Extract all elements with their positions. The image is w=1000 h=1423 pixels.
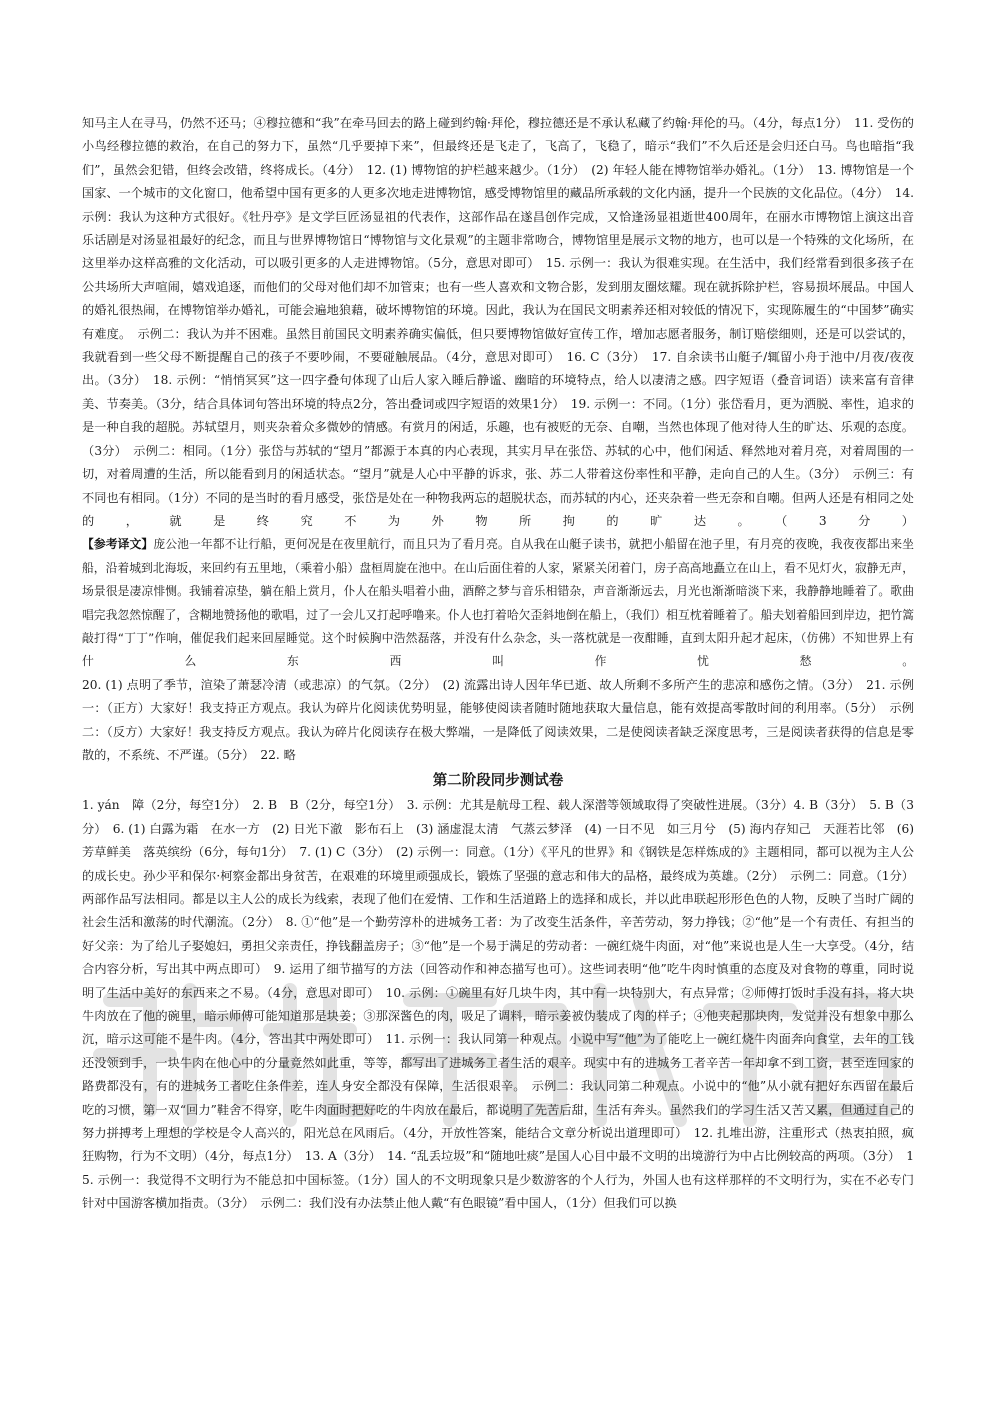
section-heading: 第二阶段同步测试卷 xyxy=(432,773,564,790)
translation-text: 庞公池一年都不让行船，更何况是在夜里航行，而且只为了看月亮。自从我在山艇子读书，就把小船留在池子里，有月亮的夜晚，我夜夜都出来坐船，沿着城到北海坂，来回约有五里地，（乘着小船）盘桓周旋在池中。在山后面住着的人家，紧紧关闭着门，房子高高地矗立在山上，看不见灯火，寂静无声，场景很是凄凉悱恻。我铺着凉垫，躺在船上赏月，仆人在船头唱着小曲，酒醉之梦与音乐相错杂，声音渐渐远去，月光也渐渐暗淡下来，我静静地睡着了。歌曲唱完我忽然惊醒了，含糊地赞扬他的歌唱，过了一会儿又打起呼噜来。仆人也打着哈欠歪斜地倒在船上，（我们）相互枕着睡着了。船夫划着船回到岸边，把竹篙敲打得“丁丁”作响，催促我们起来回屋睡觉。这个时候胸中浩然磊落，并没有什么杂念，头一落枕就是一夜酣睡，直到太阳升起才起床，（仿佛）不知世界上有什么东西叫作忧愁。 xyxy=(82,537,914,669)
answers-part-1: 知马主人在寻马，仍然不还马；④穆拉德和“我”在牵马回去的路上碰到约翰·拜伦，穆拉德还是不承认私藏了约翰·拜伦的马。（4分，每点1分） 11. 受伤的小鸟经穆拉德的救治，在自己的努力下，虽然“几乎要掉下来”，但最终还是飞走了，飞高了，飞稳了，暗示“我们”不久后还是会归还白马。鸟也暗指“我们”，虽然会犯错，但终会改错，终将成长。（4分） 12. (1) 博物馆的护栏越来越少。（1分） (2) 年轻人能在博物馆举办婚礼。（1分） 13. 博物馆是一个国家、一个城市的文化窗口，他希望中国有更多的人更多次地走进博物馆，感受博物馆里的藏品所承载的文化内涵，提升一个民族的文化品位。（4分） 14. 示例：我认为这种方式很好。《牡丹亭》是文学巨匠汤显祖的代表作，这部作品在遂昌创作完成，又恰逢汤显祖逝世400周年，在丽水市博物馆上演这出音乐话剧是对汤显祖最好的纪念，而且与世界博物馆日“博物馆与文化景观”的主题非常吻合，博物馆里是展示文物的地方，也可以是一个特殊的文化场所，在这里举办这样高雅的文化活动，可以吸引更多的人走进博物馆。（5分，意思对即可） 15. 示例一：我认为很难实现。在生活中，我们经常看到很多孩子在公共场所大声喧闹，嬉戏追逐，而他们的父母对他们却不加管束；也有一些人喜欢和文物合影，发到朋友圈炫耀。现在就拆除护栏，容易损坏展品。中国人的婚礼很热闹，在博物馆举办婚礼，可能会遍地狼藉，破坏博物馆的环境。因此，我认为在国民文明素养还相对较低的情况下，实现陈履生的“中国梦”确实有难度。 示例二：我认为并不困难。虽然目前国民文明素养确实偏低，但只要博物馆做好宣传工作，增加志愿者服务，制订赔偿细则，还是可以尝试的，我就看到一些父母不断提醒自己的孩子不要吵闹，不要碰触展品。（4分，意思对即可） 16. C（3分） 17. 自余读书山艇子/辄留小舟于池中/月夜/夜夜出。（3分） 18. 示例：“悄悄冥冥”这一四字叠句体现了山后人家入睡后静谧、幽暗的环境特点，给人以凄清之感。四字短语（叠音词语）读来富有音律美、节奏美。（3分，结合具体词句答出环境的特点2分，答出叠词或四字短语的效果1分） 19. 示例一：不同。（1分）张岱看月，更为洒脱、率性，追求的是一种自我的超脱。苏轼望月，则夹杂着众多微妙的情感。有赏月的闲适，乐趣，也有被贬的无奈、自嘲，当然也体现了他对待人生的旷达、乐观的态度。（3分） 示例二：相同。（1分）张岱与苏轼的“望月”都源于本真的内心表现，其实月早在张岱、苏轼的心中，他们闲适、释然地对着月亮，对着周围的一切，对着周遭的生活，所以能看到月的闲适状态。“望月”就是人心中平静的诉求，张、苏二人带着这份率性和平静，走向自己的人生。（3分） 示例三：有不同也有相同。（1分）不同的是当时的看月感受，张岱是处在一种物我两忘的超脱状态，而苏轼的内心，还夹杂着一些无奈和自嘲。但两人还是有相同之处的，就是终究不为外物所拘的旷达。（3分） xyxy=(82,116,914,528)
translation-label: 【参考译文】 xyxy=(82,537,154,552)
answers-part-2: 20. (1) 点明了季节，渲染了萧瑟冷清（或悲凉）的气氛。（2分） (2) 流露出诗人因年华已逝、故人所剩不多所产生的悲凉和感伤之情。（3分） 21. 示例一：（正方）大家好！我支持正方观点。我认为碎片化阅读优势明显，能够使阅读者随时随地获取大量信息，能有效提高零散时间的利用率。（5分） 示例二：（反方）大家好！我支持反方观点。我认为碎片化阅读存在极大弊端，一是降低了阅读效果，二是使阅读者缺乏深度思考，三是阅读者获得的信息是零散的，不系统、不严谨。（5分） 22. 略 xyxy=(82,677,914,762)
answers-part-3: 1. yán 障（2分，每空1分） 2. B B（2分，每空1分） 3. 示例：尤其是航母工程、载人深潜等领域取得了突破性进展。（3分）4. B（3分） 5. B（3分） 6. (1) 白露为霜 在水一方 (2) 日光下澈 影布石上 (3) 涵虚混太清 气蒸云梦泽 (4) 一日不见 如三月兮 (5) 海内存知己 天涯若比邻 (6) 芳草鲜美 落英缤纷（6分，每句1分） 7. (1) C（3分） (2) 示例一：同意。（1分）《平凡的世界》和《钢铁是怎样炼成的》主题相同，都可以视为主人公的成长史。孙少平和保尔·柯察金都出身贫苦，在艰难的环境里顽强成长，锻炼了坚强的意志和伟大的品格，最终成为英雄。（2分） 示例二：同意。（1分）两部作品写法相同。都是以主人公的成长为线索，表现了他们在爱情、工作和生活道路上的选择和成长，并以此串联起形形色色的人物，反映了当时广阔的社会生活和激荡的时代潮流。（2分） 8. ①“他”是一个勤劳淳朴的进城务工者：为了改变生活条件，辛苦劳动，努力挣钱；②“他”是一个有责任、有担当的好父亲：为了给儿子娶媳妇，勇担父亲责任，挣钱翻盖房子；③“他”是一个易于满足的劳动者：一碗红烧牛肉面，对“他”来说也是人生一大享受。（4分，结合内容分析，写出其中两点即可） 9. 运用了细节描写的方法（回答动作和神态描写也可）。这些词表明“他”吃牛肉时慎重的态度及对食物的尊重，同时说明了生活中美好的东西来之不易。（4分，意思对即可） 10. 示例：①碗里有好几块牛肉，其中有一块特别大，有点异常；②师傅打饭时手没有抖，将大块牛肉放在了他的碗里，暗示师傅可能知道那是块姜；③那深酱色的肉，吸足了调料，暗示姜被伪装成了肉的样子；④他夹起那块肉，发觉并没有想象中那么沉，暗示这可能不是牛肉。（4分，答出其中两处即可） 11. 示例一：我认同第一种观点。小说中写“他”为了能吃上一碗红烧牛肉面奔向食堂，去年的工钱还没领到手，一块牛肉在他心中的分量竟然如此重，等等，都写出了进城务工者生活的艰辛。现实中有的进城务工者辛苦一年却拿不到工资，甚至连回家的路费都没有，有的进城务工者吃住条件差，连人身安全都没有保障，生活很艰辛。 示例二：我认同第二种观点。小说中的“他”从小就有把好东西留在最后吃的习惯，第一双“回力”鞋舍不得穿，吃牛肉面时把好吃的牛肉放在最后，都说明了先苦后甜，生活有奔头。虽然我们的学习生活又苦又累，但通过自己的努力拼搏考上理想的学校是令人高兴的，阳光总在风雨后。（4分，开放性答案，能结合文章分析说出道理即可） 12. 扎堆出游，注重形式（热衷拍照，疯狂购物，行为不文明）（4分，每点1分） 13. A（3分） 14. “乱丢垃圾”和“随地吐痰”是国人心目中最不文明的出境游行为中占比例较高的两项。（3分） 15. 示例一：我觉得不文明行为不能总扣中国标签。（1分）国人的不文明现象只是少数游客的个人行为，外国人也有这样那样的不文明行为，实在不必专门针对中国游客横加指责。（3分） 示例二：我们没有办法禁止他人戴“有色眼镜”看中国人，（1分）但我们可以换 xyxy=(82,798,914,1211)
page-content xyxy=(82,112,914,1216)
reference-translation xyxy=(82,533,914,673)
